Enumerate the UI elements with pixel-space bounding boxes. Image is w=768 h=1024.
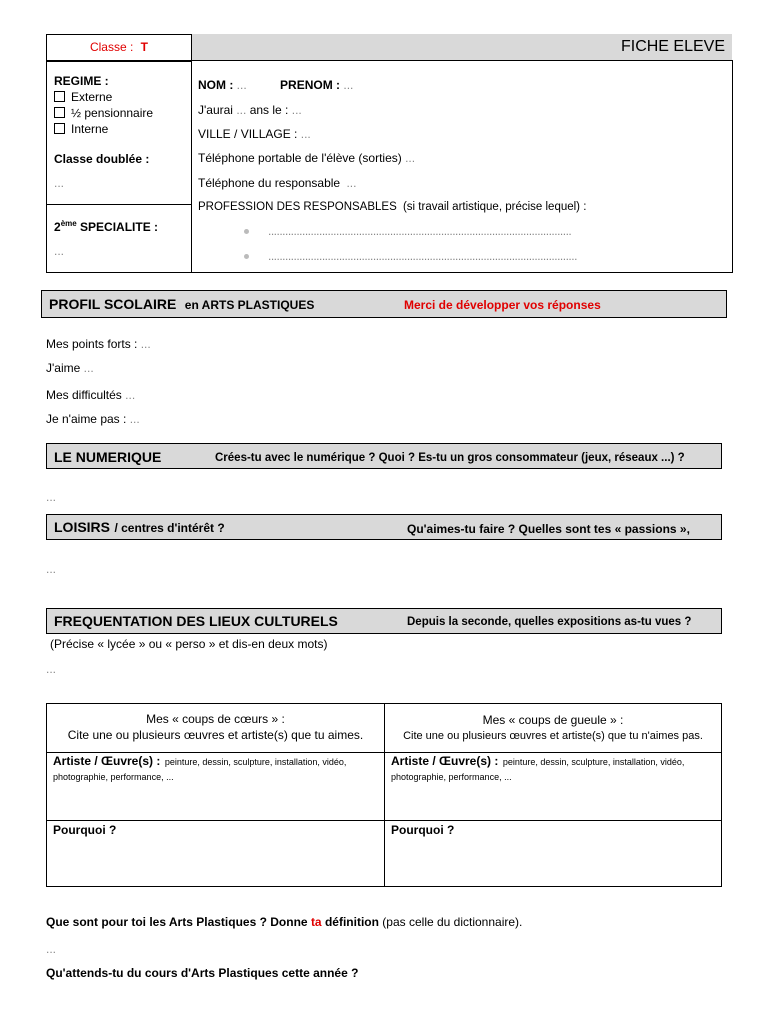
profil-field-label: Mes difficultés [46, 388, 122, 402]
profil-field-label: J'aime [46, 361, 81, 375]
ville-row [198, 127, 311, 141]
regime-option-label: Externe [71, 90, 113, 104]
tel-eleve-label: Téléphone portable de l'élève (sorties) [198, 151, 402, 165]
specialite-sup: ème [60, 219, 77, 228]
specialite-text: SPECIALITE : [80, 220, 159, 234]
nom-value[interactable]: ... [236, 78, 247, 92]
checkbox-icon[interactable] [54, 91, 65, 102]
arts-def-note: (pas celle du dictionnaire). [382, 915, 523, 929]
age-value[interactable]: ... [236, 103, 247, 117]
ville-label: VILLE / VILLAGE : [198, 127, 298, 141]
loisirs-title: LOISIRS [54, 519, 111, 535]
tel-resp-label: Téléphone du responsable [198, 176, 341, 190]
profil-field-value[interactable]: ... [125, 388, 136, 402]
profil-field [46, 412, 140, 426]
tel-eleve-row [198, 151, 415, 165]
arts-definition-answer[interactable]: ... [46, 942, 57, 956]
numerique-title: LE NUMERIQUE [54, 449, 162, 465]
prenom-value[interactable]: ... [343, 78, 354, 92]
loisirs-question: Qu'aimes-tu faire ? Quelles sont tes « passions », [407, 522, 690, 536]
numerique-answer[interactable]: ... [46, 490, 57, 504]
tel-eleve-value[interactable]: ... [405, 151, 416, 165]
profil-field-value[interactable]: ... [140, 337, 151, 351]
ville-value[interactable]: ... [300, 127, 311, 141]
numerique-question: Crées-tu avec le numérique ? Quoi ? Es-tu un gros consommateur (jeux, réseaux ...) ? [215, 452, 685, 464]
specialite-prefix: 2 [54, 220, 61, 234]
profil-field-label: Mes points forts : [46, 337, 138, 351]
arts-definition-question [46, 915, 522, 929]
frequentation-question: Depuis la seconde, quelles expositions as-tu vues ? [407, 616, 692, 628]
page-title: FICHE ELEVE [620, 38, 725, 55]
prenom-label: PRENOM : [280, 78, 341, 92]
identity-box [46, 60, 733, 273]
profil-field-value[interactable]: ... [129, 412, 140, 426]
profession-note: (si travail artistique, précise lequel) : [402, 201, 587, 213]
arts-def-end: définition [324, 915, 379, 929]
regime-option-demi[interactable] [54, 106, 153, 120]
left-divider [46, 204, 192, 205]
gueule-artiste-text [391, 754, 717, 784]
regime-label: REGIME : [54, 74, 109, 88]
profil-field [46, 388, 135, 402]
coeur-artiste-text [53, 754, 379, 784]
loisirs-answer[interactable]: ... [46, 562, 57, 576]
coeur-subtitle: Cite une ou plusieurs œuvres et artiste(s) que tu aimes. [67, 728, 364, 742]
classe-field[interactable] [46, 40, 192, 54]
age-row [198, 103, 302, 117]
arts-def-start: Que sont pour toi les Arts Plastiques ? Donne [46, 915, 308, 929]
regime-option-label: Interne [71, 122, 109, 136]
checkbox-icon[interactable] [54, 123, 65, 134]
frequentation-title: FREQUENTATION DES LIEUX CULTURELS [54, 613, 338, 629]
artiste-hint: peinture, dessin, sculpture, installation, vidéo, photographie, performance, ... [391, 757, 685, 782]
profil-title-row [49, 296, 314, 314]
frequentation-answer[interactable]: ... [46, 662, 57, 676]
bullet-icon [244, 254, 249, 259]
loisirs-title-row [54, 519, 225, 537]
age-date[interactable]: ... [291, 103, 302, 117]
frequentation-note: (Précise « lycée » ou « perso » et dis-en deux mots) [50, 637, 328, 651]
classe-label: Classe : [89, 40, 134, 54]
profil-subtitle: en ARTS PLASTIQUES [184, 298, 315, 312]
profil-field-label: Je n'aime pas : [46, 412, 127, 426]
bullet-icon [244, 229, 249, 234]
profil-field-value[interactable]: ... [83, 361, 94, 375]
classe-value: T [140, 40, 149, 54]
tel-resp-row [198, 176, 356, 190]
specialite-label [54, 219, 158, 234]
regime-option-label: ½ pensionnaire [71, 106, 154, 120]
identity-divider [191, 60, 192, 273]
artiste-hint: peinture, dessin, sculpture, installation, vidéo, photographie, performance, ... [53, 757, 347, 782]
specialite-value[interactable]: ... [54, 244, 65, 258]
age-label: J'aurai [198, 103, 233, 117]
nom-label: NOM : [198, 78, 234, 92]
age-suffix: ans le : [249, 103, 289, 117]
regime-option-externe[interactable] [54, 90, 112, 104]
artiste-label: Artiste / Œuvre(s) : [391, 754, 499, 768]
tel-resp-value[interactable]: ... [346, 176, 357, 190]
profession-line-2[interactable]: ............................................................................................................. [268, 249, 577, 263]
loisirs-subtitle: / centres d'intérêt ? [114, 521, 225, 535]
gueule-header-cell [384, 703, 722, 753]
classe-doublee-label: Classe doublée : [54, 152, 150, 166]
gueule-pourquoi-label: Pourquoi ? [391, 823, 455, 837]
profil-field [46, 337, 151, 351]
classe-doublee-value[interactable]: ... [54, 176, 65, 190]
attentes-question: Qu'attends-tu du cours d'Arts Plastiques cette année ? [46, 966, 359, 980]
profession-label: PROFESSION DES RESPONSABLES [198, 201, 397, 213]
profil-field [46, 361, 94, 375]
profession-line-1[interactable]: ........................................................................................................... [268, 224, 572, 238]
gueule-title: Mes « coups de gueule » : [482, 713, 624, 727]
gueule-subtitle: Cite une ou plusieurs œuvres et artiste(s) que tu n'aimes pas. [403, 730, 703, 742]
nom-row [198, 78, 353, 92]
profil-title: PROFIL SCOLAIRE [49, 296, 177, 312]
regime-option-interne[interactable] [54, 122, 108, 136]
arts-def-red: ta [310, 915, 322, 929]
profil-note: Merci de développer vos réponses [404, 298, 601, 312]
artiste-label: Artiste / Œuvre(s) : [53, 754, 161, 768]
coeur-pourquoi-label: Pourquoi ? [53, 823, 117, 837]
coeur-title: Mes « coups de cœurs » : [146, 712, 285, 726]
checkbox-icon[interactable] [54, 107, 65, 118]
profession-row [198, 201, 586, 213]
